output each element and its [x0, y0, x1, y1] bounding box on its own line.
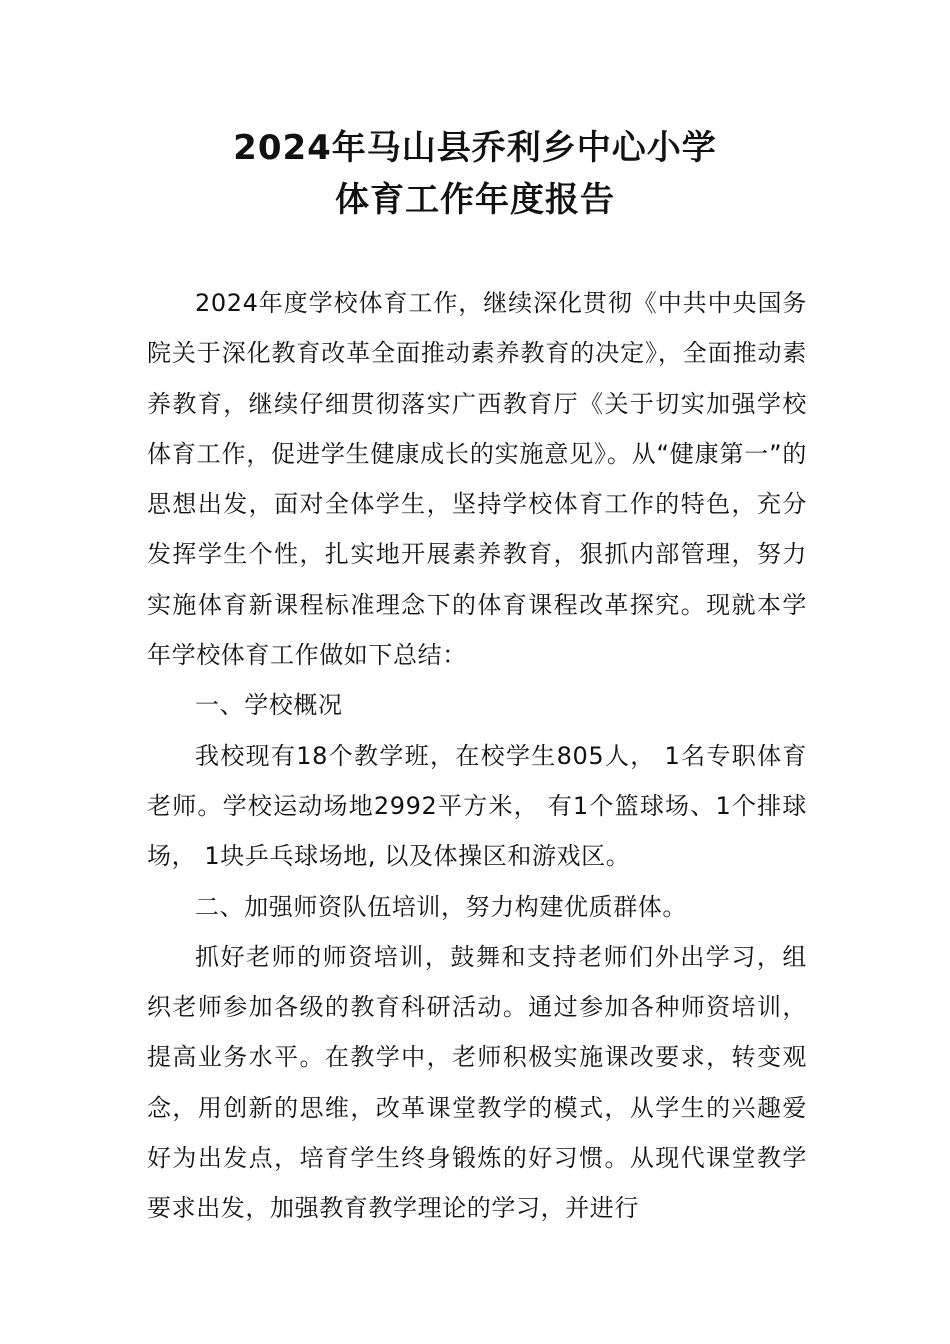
- teacher-training-paragraph: 抓好老师的师资培训，鼓舞和支持老师们外出学习，组织老师参加各级的教育科研活动。通过参加各种师资培训，提高业务水平。在教学中，老师积极实施课改要求，转变观念，用创新的思维，改革课堂教学的模式，从学生的兴趣爱好为出发点，培育学生终身锻炼的好习惯。从现代课堂教学要求出发，加强教育教学理论的学习，并进行: [147, 942, 807, 1223]
- school-overview-paragraph: 我校现有18个教学班，在校学生805人， 1名专职体育老师。学校运动场地2992平方米， 有1个篮球场、1个排球场， 1块乒乓球场地, 以及体操区和游戏区。: [147, 741, 807, 871]
- title-line-2: 体育工作年度报告: [335, 180, 615, 220]
- intro-paragraph: 2024年度学校体育工作，继续深化贯彻《中共中央国务院关于深化教育改革全面推动素养教育的决定》，全面推动素养教育，继续仔细贯彻落实广西教育厅《关于切实加强学校体育工作，促进学生健康成长的实施意见》。从“健康第一”的思想出发，面对全体学生，坚持学校体育工作的特色，充分发挥学生个性，扎实地开展素养教育，狠抓内部管理，努力实施体育新课程标准理念下的体育课程改革探究。现就本学年学校体育工作做如下总结：: [147, 289, 807, 670]
- title-line-1: 2024年马山县乔利乡中心小学: [233, 128, 717, 168]
- document-title: [0, 122, 950, 226]
- section-heading-teacher-training: 二、加强师资队伍培训，努力构建优质群体。: [195, 892, 687, 921]
- section-heading-school-overview: 一、学校概况: [195, 691, 343, 720]
- document-body: [147, 278, 807, 1234]
